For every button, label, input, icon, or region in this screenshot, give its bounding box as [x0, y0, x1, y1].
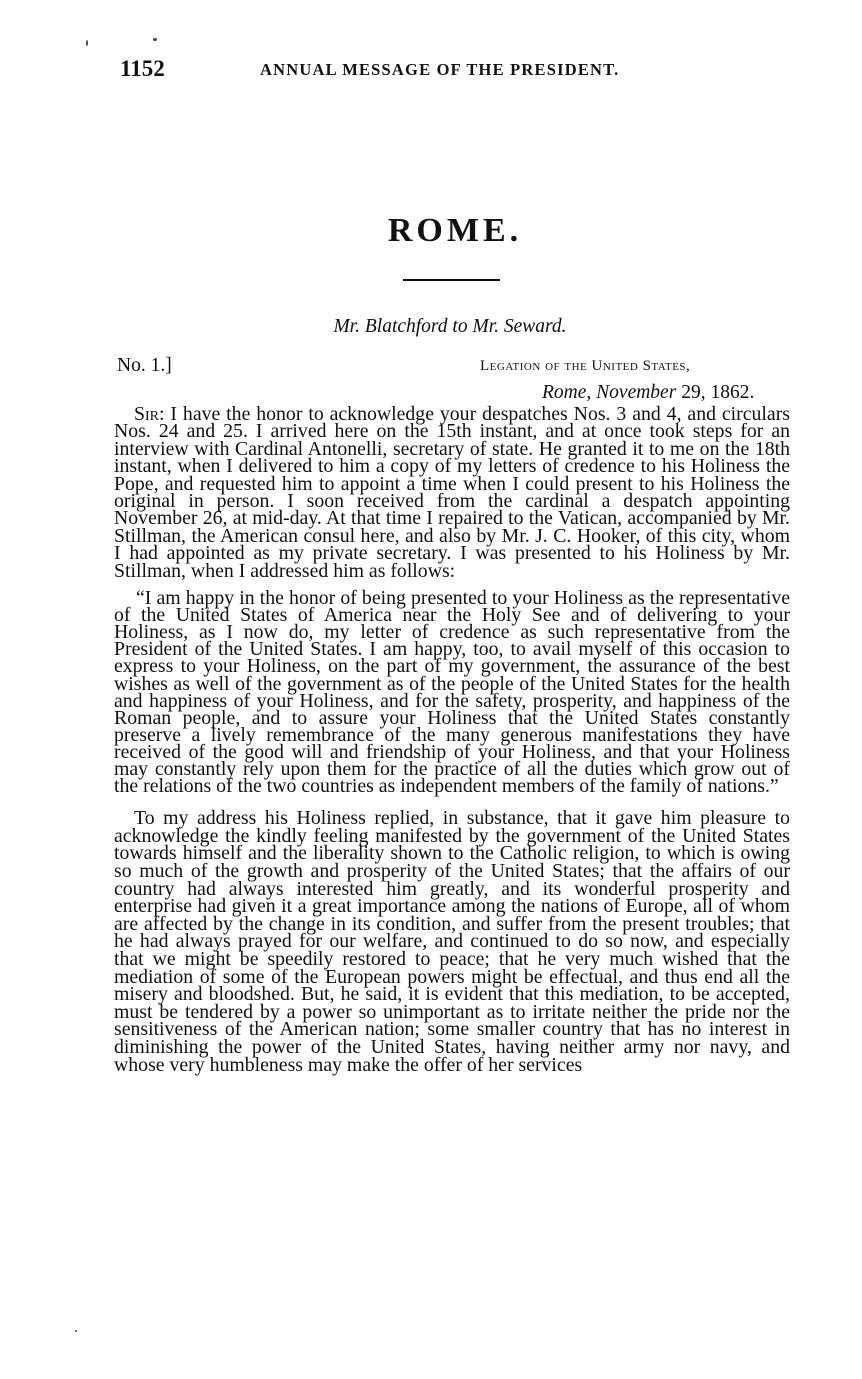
paragraph-address-quote: “I am happy in the honor of being presented to your Holiness as the representative of the United States of America near the Holy See and of delivering to your Holiness, as I now do, my letter of credence as such representative from the President of the United States. I am happy, too, to avail myself of this occasion to express to your Holiness, on the part of my government, the assurance of the best wishes as well of the government as of the people of the United States for the health and happiness of your Holiness, and for the safety, prosperity, and happiness of the Roman people, and to assure your Holiness that the United States constantly preserve a lively remembrance of the many generous manifestations they have received of the good will and friendship of your Holiness, and that your Holiness may constantly rely upon them for the practice of all the duties which grow out of the relations of the two countries as independent members of the family of nations.”: [114, 587, 790, 798]
date-month: November: [596, 382, 677, 403]
date-rest: 29, 1862.: [681, 382, 755, 403]
paragraph-reply: To my address his Holiness replied, in substance, that it gave him pleasure to acknowledge the kindly feeling manifested by the government of the United States towards himself and the liberality shown to the Catholic religion, to which is owing so much of the growth and prosperity of the United States; that the affairs of our country had always interested him greatly, and its wonderful prosperity and enterprise had given it a great importance among the nations of Europe, all of whom are affected by the change in its condition, and suffer from the present troubles; that he had always prayed for our welfare, and continued to do so now, and especially that we might be speedily restored to peace; that he very much wished that the mediation of some of the European powers might be effectual, and thus end all the misery and bloodshed. But, he said, it is evident that this mediation, to be accepted, must be tendered by a power so unimportant as to irritate neither the pride nor the sensitiveness of the American nation; some smaller country that has no interest in diminishing the power of the United States, having neither army nor navy, and whose very humbleness may make the offer of her services: [114, 807, 790, 1076]
running-head: ANNUAL MESSAGE OF THE PRESIDENT.: [260, 60, 620, 79]
document-number: No. 1.]: [117, 355, 172, 376]
legation-line: Legation of the United States,: [480, 358, 691, 374]
scan-mark: [75, 1330, 77, 1332]
paragraph-1-text: I have the honor to acknowledge your despatches Nos. 3 and 4, and circulars Nos. 24 and 25. I arrived here on the 15th instant, and at once took steps for an interview with Cardinal Antonelli, secretary of state. He granted it to me on the 18th instant, when I delivered to him a copy of my letters of credence to his Holiness the Pope, and requested him to appoint a time when I could present to his Holiness the original in person. I soon received from the cardinal a despatch appointing November 26, at mid-day. At that time I repaired to the Vatican, accompanied by Mr. Stillman, the American consul here, and also by Mr. J. C. Hooker, of this city, whom I had appointed as my private secretary. I was presented to his Holiness by Mr. Stillman, when I addressed him as follows:: [114, 403, 790, 582]
letter-body: [114, 403, 790, 1076]
page-header: [120, 56, 780, 86]
paragraph-opening: [114, 403, 790, 582]
salutation: Sir:: [134, 403, 165, 425]
scan-mark: [86, 40, 88, 46]
section-title: ROME.: [387, 212, 523, 249]
place: Rome,: [542, 382, 592, 403]
title-rule: [403, 279, 500, 281]
scan-mark: [153, 38, 157, 41]
letter-heading: Mr. Blatchford to Mr. Seward.: [333, 316, 567, 337]
page-number: 1152: [120, 56, 165, 81]
place-date-line: [542, 382, 754, 404]
